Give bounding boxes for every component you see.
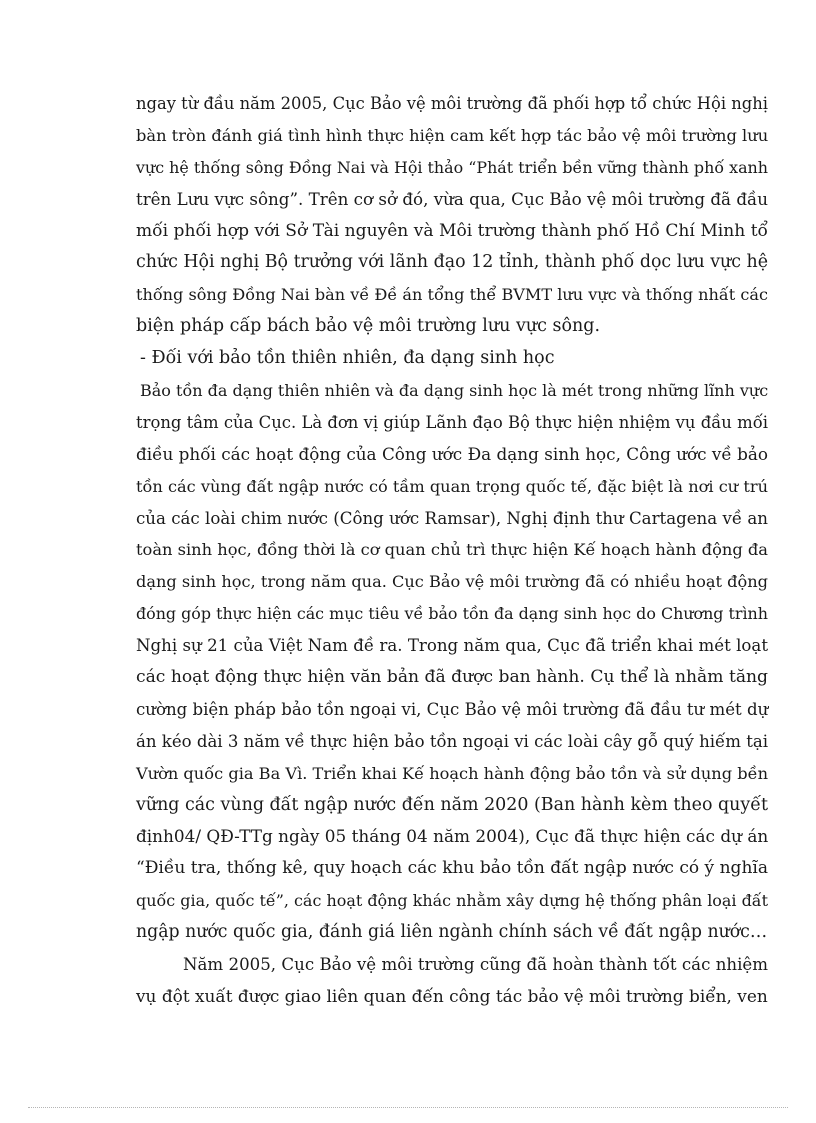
- text-line: Nghị sự 21 của Việt Nam đề ra. Trong năm qua, Cục đã triển khai mét loạt: [136, 636, 768, 656]
- text-line: mối phối hợp với Sở Tài nguyên và Môi trường thành phố Hồ Chí Minh tổ: [136, 220, 768, 241]
- text-line: thống sông Đồng Nai bàn về Đề án tổng thể BVMT lưu vực và thống nhất các: [136, 285, 768, 305]
- body-text: [136, 88, 768, 1013]
- text-line: “Điều tra, thống kê, quy hoạch các khu bảo tồn đất ngập nước có ý nghĩa: [136, 858, 768, 879]
- text-line: vững các vùng đất ngập nước đến năm 2020 (Ban hành kèm theo quyết: [136, 794, 768, 815]
- text-line: tồn các vùng đất ngập nước có tầm quan trọng quốc tế, đặc biệt là nơi cư trú: [136, 476, 768, 496]
- text-line: Vườn quốc gia Ba Vì. Triển khai Kế hoạch hành động bảo tồn và sử dụng bền: [136, 763, 768, 783]
- text-line: đóng góp thực hiện các mục tiêu về bảo tồn đa dạng sinh học do Chương trình: [136, 604, 768, 624]
- text-line: vực hệ thống sông Đồng Nai và Hội thảo “Phát triển bền vững thành phố xanh: [136, 157, 768, 177]
- text-line: Năm 2005, Cục Bảo vệ môi trường cũng đã hoàn thành tốt các nhiệm: [183, 955, 768, 975]
- text-line: trên Lưu vực sông”. Trên cơ sở đó, vừa qua, Cục Bảo vệ môi trường đã đầu: [136, 188, 768, 209]
- text-line: các hoạt động thực hiện văn bản đã được ban hành. Cụ thể là nhằm tăng: [136, 667, 768, 688]
- text-line: án kéo dài 3 năm về thực hiện bảo tồn ngoại vi các loài cây gỗ quý hiếm tại: [136, 731, 768, 751]
- text-line: bàn tròn đánh giá tình hình thực hiện cam kết hợp tác bảo vệ môi trường lưu: [136, 125, 769, 145]
- text-line: vụ đột xuất được giao liên quan đến công tác bảo vệ môi trường biển, ven: [136, 985, 768, 1006]
- text-line: dạng sinh học, trong năm qua. Cục Bảo vệ môi trường đã có nhiều hoạt động: [136, 572, 768, 592]
- text-line: toàn sinh học, đồng thời là cơ quan chủ trì thực hiện Kế hoạch hành động đa: [136, 540, 768, 560]
- text-line: ngập nước quốc gia, đánh giá liên ngành chính sách về đất ngập nước…: [136, 922, 768, 943]
- text-line: trọng tâm của Cục. Là đơn vị giúp Lãnh đạo Bộ thực hiện nhiệm vụ đầu mối: [136, 412, 768, 432]
- text-line: - Đối với bảo tồn thiên nhiên, đa dạng sinh học: [140, 348, 555, 369]
- text-line: Bảo tồn đa dạng thiên nhiên và đa dạng sinh học là mét trong những lĩnh vực: [140, 381, 769, 401]
- page-bottom-divider: [28, 1107, 788, 1108]
- text-line: biện pháp cấp bách bảo vệ môi trường lưu vực sông.: [136, 316, 601, 337]
- text-line: cường biện pháp bảo tồn ngoại vi, Cục Bảo vệ môi trường đã đầu tư mét dự: [136, 699, 769, 719]
- text-line: của các loài chim nước (Công ước Ramsar), Nghị định thư Cartagena về an: [136, 508, 768, 528]
- text-line: quốc gia, quốc tế”, các hoạt động khác nhằm xây dựng hệ thống phân loại đất: [136, 891, 768, 911]
- text-line: chức Hội nghị Bộ trưởng với lãnh đạo 12 tỉnh, thành phố dọc lưu vực hệ: [136, 252, 768, 273]
- text-line: điều phối các hoạt động của Công ước Đa dạng sinh học, Công ước về bảo: [136, 443, 768, 464]
- text-line: định04/ QĐ-TTg ngày 05 tháng 04 năm 2004), Cục đã thực hiện các dự án: [136, 826, 769, 847]
- text-line: ngay từ đầu năm 2005, Cục Bảo vệ môi trường đã phối hợp tổ chức Hội nghị: [136, 94, 768, 113]
